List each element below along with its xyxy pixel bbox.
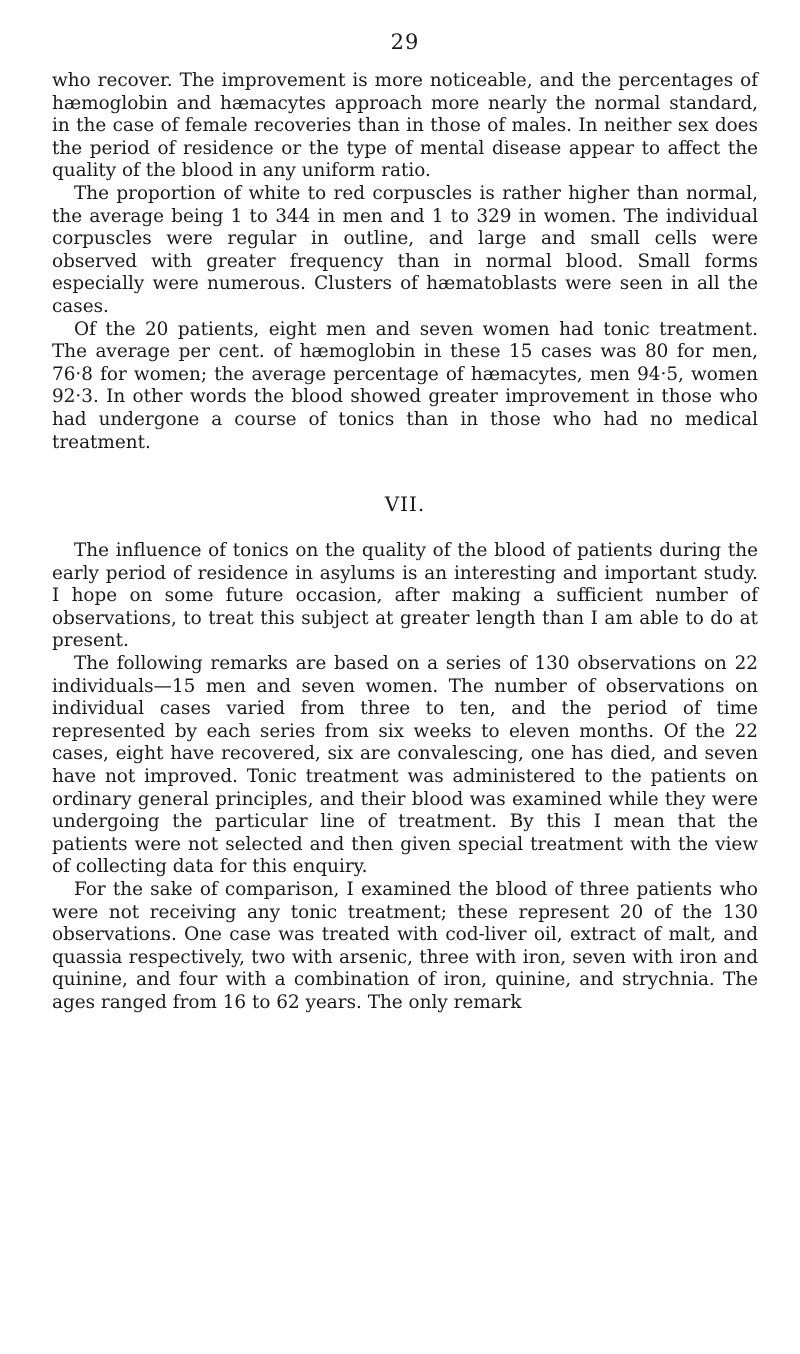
paragraph-tonic-treatment: Of the 20 patients, eight men and seven women had tonic treatment. The average per cent. of hæmoglobin in these 15 cases was 80 for men, 76·8 for women; the average percentage of hæmacytes, men 94·5, women 92·3. In other words the blood showed greater improvement in those who had undergone a course of tonics than in those who had no medical treatment. [52,318,758,453]
paragraph-observations: The following remarks are based on a series of 130 observations on 22 individuals—15 men and seven women. The number of observations on individual cases varied from three to ten, and the period of time represented by each series from six weeks to eleven months. Of the 22 cases, eight have recovered, six are convalescing, one has died, and seven have not improved. Tonic treatment was administered to the patients on ordinary general principles, and their blood was examined while they were undergoing the particular line of treatment. By this I mean that the patients were not selected and then given special treatment with the view of collecting data for this enquiry. [52,653,758,878]
paragraph-comparison: For the sake of comparison, I examined the blood of three patients who were not receiving any tonic treatment; these represent 20 of the 130 observations. One case was treated with cod-liver oil, extract of malt, and quassia respectively, two with arsenic, three with iron, seven with iron and quinine, and four with a combination of iron, quinine, and strychnia. The ages ranged from 16 to 62 years. The only remark [52,879,758,1013]
body-text [52,70,758,1015]
book-page [52,0,758,1354]
paragraph-influence-of-tonics: The influence of tonics on the quality of the blood of patients during the early period of residence in asylums is an interesting and important study. I hope on some future occasion, after making a sufficient number of observations, to treat this subject at greater length than I am able to do at present. [52,540,758,652]
page-number: 29 [390,30,420,54]
paragraph-continued: who recover. The improvement is more noticeable, and the percentages of hæmoglobin and hæmacytes approach more nearly the normal standard, in the case of female recoveries than in those of males. In neither sex does the period of residence or the type of mental disease appear to affect the quality of the blood in any uniform ratio. [52,70,758,182]
section-heading: VII. [384,492,426,517]
paragraph-corpuscles: The proportion of white to red corpuscles is rather higher than normal, the average being 1 to 344 in men and 1 to 329 in women. The individual corpuscles were regular in outline, and large and small cells were observed with greater frequency than in normal blood. Small forms especially were numerous. Clusters of hæmatoblasts were seen in all the cases. [52,182,758,317]
